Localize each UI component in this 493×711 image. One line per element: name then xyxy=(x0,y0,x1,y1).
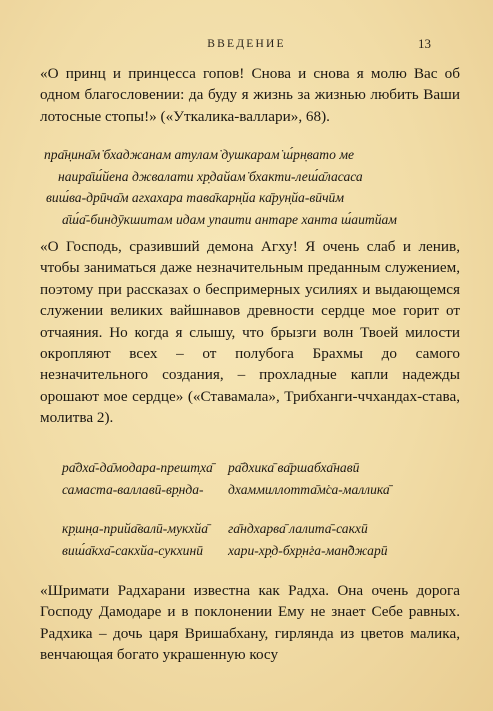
sanskrit-verse-1 xyxy=(44,144,464,230)
quote-utkalika: «О принц и принцесса гопов! Снова и снова я молю Вас об одном благословении: да буду я жизнь за жизнью любить Ваши лотосные стопы!» («Уткалика-валлари», 68). xyxy=(40,65,460,125)
verse-line: пра̄н̣ина̄м̇ бхаджанам атулам̇ душкарам̇ ш́рн̣вато ме xyxy=(44,147,355,162)
verse-line: виш́ва-дрӣча̄м агхахара тава̄карн̣йа ка̄рун̣йа-вӣчӣм xyxy=(46,190,345,206)
commentary-radha: «Шримати Радхарани известна как Радха. Она очень дорога Господу Дамодаре и в поклонении Ему не знает Себе равных. Радхика – дочь царя Вришабхану, гирлянда из цветов малика, венчающая богато украшенную косу xyxy=(40,582,460,664)
sanskrit-verse-3 xyxy=(62,518,462,562)
verse-line: наира̄ш́йена джвалати хр̣дайам̇ бхакти-леш́а̄ласаса xyxy=(58,168,363,184)
verse-half-right: ра̄дхика̄ ва̄ршабха̄навӣ xyxy=(228,460,360,475)
verse-half-left: самаста-валлавӣ-вр̣нда- xyxy=(62,482,204,497)
verse-half-left: кр̣шн̣а-прийа̄валӣ-мукхйа̄ xyxy=(62,521,209,536)
verse-half-left: ра̄дха̄-да̄модара-прешт̣ха̄ xyxy=(62,460,213,475)
verse-half-left: виш́а̄кха̄-сакхйа-сукхинӣ xyxy=(62,543,203,558)
verse-line: а̄ш́а̄-биндӯкшитам идам упаити антаре ханта ш́аитйам xyxy=(62,211,397,227)
verse-row xyxy=(62,540,462,562)
verse-half-right: га̄ндхарва̄ лалита̄-сакхӣ xyxy=(228,521,368,536)
quote-stavamala: «О Господь, сразивший демона Агху! Я очень слаб и ленив, чтобы заниматься даже незначительным преданным служением, поэтому при рассказах о беспримерных усилиях и выдающемся служении великих вайшнавов древности сердце мое горит от отчаяния. Но когда я слышу, что брызги волн Твоей милости окропляют всех – от полубога Брахмы до самого незначительного создания, – прохладные капли надежды орошают мое сердце» («Ставамала», Трибханги-ччхандах-става, молитва 2). xyxy=(40,238,460,427)
running-header-title: ВВЕДЕНИЕ xyxy=(207,38,286,50)
verse-row xyxy=(62,457,462,479)
sanskrit-verse-2 xyxy=(62,457,462,501)
page-number: 13 xyxy=(418,36,431,51)
verse-row xyxy=(62,479,462,501)
verse-half-right: дхаммиллотта̄м̇са-маллика̄ xyxy=(228,482,390,497)
verse-half-right: хари-хр̣д-бхр̣н̇га-ман̃джарӣ xyxy=(228,543,388,558)
verse-row xyxy=(62,518,462,540)
